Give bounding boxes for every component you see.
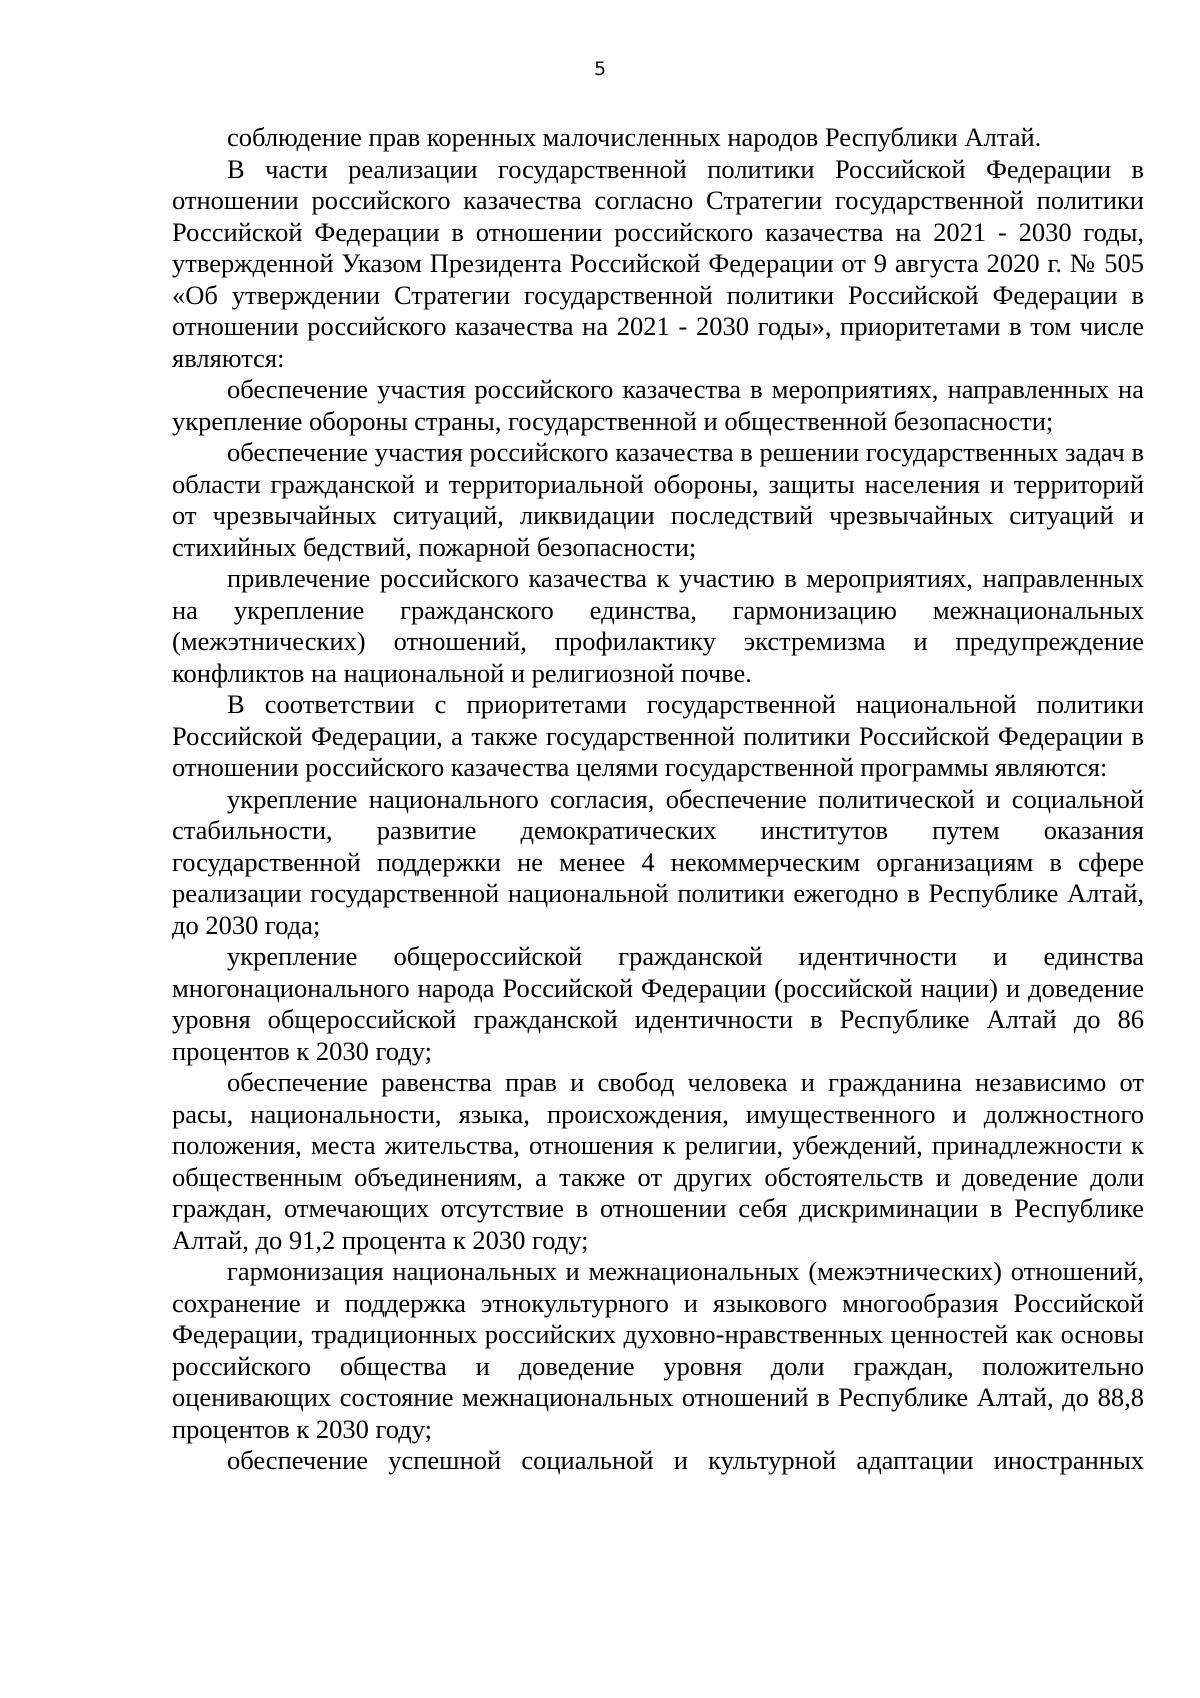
paragraph-cossack-defense: обеспечение участия российского казачества в мероприятиях, направленных на укрепление обороны страны, государственной и общественной безопасности; <box>172 374 1144 436</box>
paragraph-cossack-civil-defense: обеспечение участия российского казачества в решении государственных задач в области гражданской и территориальной обороны, защиты населения и территорий от чрезвычайных ситуаций, ликвидации последствий чрезвычайных ситуаций и стихийных бедствий, пожарной безопасности; <box>172 437 1144 562</box>
document-body <box>172 122 1144 1477</box>
paragraph-goal-migrant-adaptation: обеспечение успешной социальной и культурной адаптации иностранных <box>227 1445 1144 1475</box>
paragraph-goal-equal-rights: обеспечение равенства прав и свобод человека и гражданина независимо от расы, национальности, языка, происхождения, имущественного и должностного положения, места жительства, отношения к религии, убеждений, принадлежности к общественным объединениям, а также от других обстоятельств и доведение доли граждан, отмечающих отсутствие в отношении себя дискриминации в Республике Алтай, до 91,2 процента к 2030 году; <box>172 1067 1144 1255</box>
paragraph-cossack-civic-unity: привлечение российского казачества к участию в мероприятиях, направленных на укрепление гражданского единства, гармонизацию межнациональных (межэтнических) отношений, профилактику экстремизма и предупреждение конфликтов на национальной и религиозной почве. <box>172 563 1144 688</box>
paragraph-indigenous-rights: соблюдение прав коренных малочисленных народов Республики Алтай. <box>227 122 1042 152</box>
paragraph-goal-interethnic-harmony: гармонизация национальных и межнациональных (межэтнических) отношений, сохранение и поддержка этнокультурного и языкового многообразия Российской Федерации, традиционных российских духовно-нравственных ценностей как основы российского общества и доведение уровня доли граждан, положительно оценивающих состояние межнациональных отношений в Республике Алтай, до 88,8 процентов к 2030 году; <box>172 1256 1144 1444</box>
paragraph-goal-national-accord: укрепление национального согласия, обеспечение политической и социальной стабильности, развитие демократических институтов путем оказания государственной поддержки не менее 4 некоммерческим организациям в сфере реализации государственной национальной политики ежегодно в Республике Алтай, до 2030 года; <box>172 783 1144 940</box>
paragraph-cossack-policy-intro: В части реализации государственной политики Российской Федерации в отношении российского казачества согласно Стратегии государственной политики Российской Федерации в отношении российского казачества на 2021 - 2030 годы, утвержденной Указом Президента Российской Федерации от 9 августа 2020 г. № 505 «Об утверждении Стратегии государственной политики Российской Федерации в отношении российского казачества на 2021 - 2030 годы», приоритетами в том числе являются: <box>172 153 1144 373</box>
paragraph-program-goals-intro: В соответствии с приоритетами государственной национальной политики Российской Федерации, а также государственной политики Российской Федерации в отношении российского казачества целями государственной программы являются: <box>172 689 1144 782</box>
paragraph-goal-civic-identity: укрепление общероссийской гражданской идентичности и единства многонационального народа Российской Федерации (российской нации) и доведение уровня общероссийской гражданской идентичности в Республике Алтай до 86 процентов к 2030 году; <box>172 941 1144 1066</box>
page-number: 5 <box>593 58 607 80</box>
